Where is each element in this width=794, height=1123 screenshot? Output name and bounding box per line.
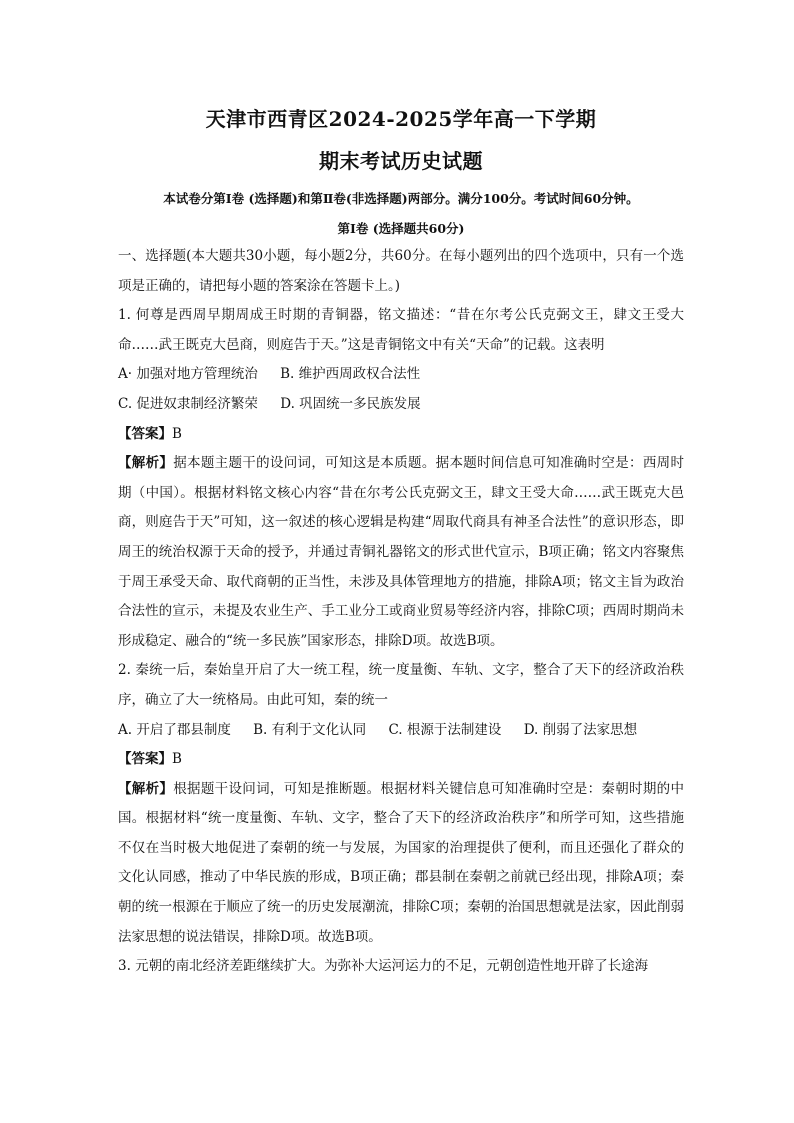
- instructions: 一、选择题(本大题共30小题，每小题2分，共60分。在每小题列出的四个选项中，只有一个选项是正确的，请把每小题的答案涂在答题卡上。): [118, 248, 684, 294]
- question-2-stem: 2. 秦统一后，秦始皇开启了大一统工程，统一度量衡、车轨、文字，整合了天下的经济政治秩序，确立了大一统格局。由此可知，秦的统一: [118, 662, 684, 708]
- question-1-option-c: C. 促进奴隶制经济繁荣: [118, 395, 258, 412]
- question-2-option-b: B. 有利于文化认同: [253, 721, 367, 738]
- answer-value: B: [172, 751, 182, 768]
- answer-label: 【答案】: [118, 425, 172, 442]
- question-1-options-row-1: [118, 360, 684, 390]
- question-1-stem: 1. 何尊是西周早期周成王时期的青铜器，铭文描述：“昔在尔考公氏克弼文王，肆文王受大命……武王既克大邑商，则庭告于天。”这是青铜铭文中有关“天命”的记载。这表明: [118, 307, 684, 353]
- question-1-answer: [118, 420, 684, 450]
- question-2-option-c: C. 根源于法制建设: [388, 721, 502, 738]
- analysis-text: 据本题主题干的设问词，可知这是本质题。据本题时间信息可知准确时空是：西周时期（中国）。根据材料铭文核心内容“昔在尔考公氏克弼文王，肆文王受大命……武王既克大邑商，则庭告于天”可知，这一叙述的核心逻辑是构建“周取代商具有神圣合法性”的意识形态，即周王的统治权源于天命的授予，并通过青铜礼器铭文的形式世代宣示，B项正确；铭文内容聚焦于周王承受天命、取代商朝的正当性，未涉及具体管理地方的措施，排除A项；铭文主旨为政治合法性的宣示，未提及农业生产、手工业分工或商业贸易等经济内容，排除C项；西周时期尚未形成稳定、融合的“统一多民族”国家形态，排除D项。故选B项。: [118, 455, 684, 649]
- question-3-stem: 3. 元朝的南北经济差距继续扩大。为弥补大运河运力的不足，元朝创造性地开辟了长途海: [118, 958, 649, 975]
- question-2-options-row: [118, 716, 684, 746]
- answer-value: B: [172, 425, 182, 442]
- answer-label: 【答案】: [118, 751, 172, 768]
- question-2-option-a: A. 开启了郡县制度: [118, 721, 231, 738]
- question-2-option-d: D. 削弱了法家思想: [523, 721, 638, 738]
- analysis-label: 【解析】: [118, 780, 174, 797]
- question-2-analysis: [118, 775, 684, 953]
- analysis-label: 【解析】: [118, 455, 174, 472]
- analysis-text: 根据题干设问词，可知是推断题。根据材料关键信息可知准确时空是：秦朝时期的中国。根据材料“统一度量衡、车轨、文字，整合了天下的经济政治秩序”和所学可知，这些措施不仅在当时极大地促进了秦朝的统一与发展，为国家的治理提供了便利，而且还强化了群众的文化认同感，推动了中华民族的形成，B项正确；郡县制在秦朝之前就已经出现，排除A项；秦朝的统一根源在于顺应了统一的历史发展潮流，排除C项；秦朝的治国思想就是法家，因此削弱法家思想的说法错误，排除D项。故选B项。: [118, 780, 684, 945]
- page-subtitle: 期末考试历史试题: [319, 149, 483, 173]
- exam-intro: 本试卷分第Ⅰ卷 (选择题)和第Ⅱ卷(非选择题)两部分。满分100分。考试时间60分钟。: [163, 191, 639, 206]
- question-2-answer: [118, 745, 684, 775]
- question-1-option-d: D. 巩固统一多民族发展: [280, 395, 421, 412]
- document-page: [118, 96, 684, 982]
- question-1-option-a: A· 加强对地方管理统治: [118, 366, 258, 383]
- page-title: 天津市西青区2024-2025学年高一下学期: [205, 107, 597, 131]
- question-1-option-b: B. 维护西周政权合法性: [280, 366, 421, 383]
- section-heading: 第Ⅰ卷 (选择题共60分): [337, 221, 465, 236]
- question-1-analysis: [118, 449, 684, 656]
- question-1-options-row-2: [118, 390, 684, 420]
